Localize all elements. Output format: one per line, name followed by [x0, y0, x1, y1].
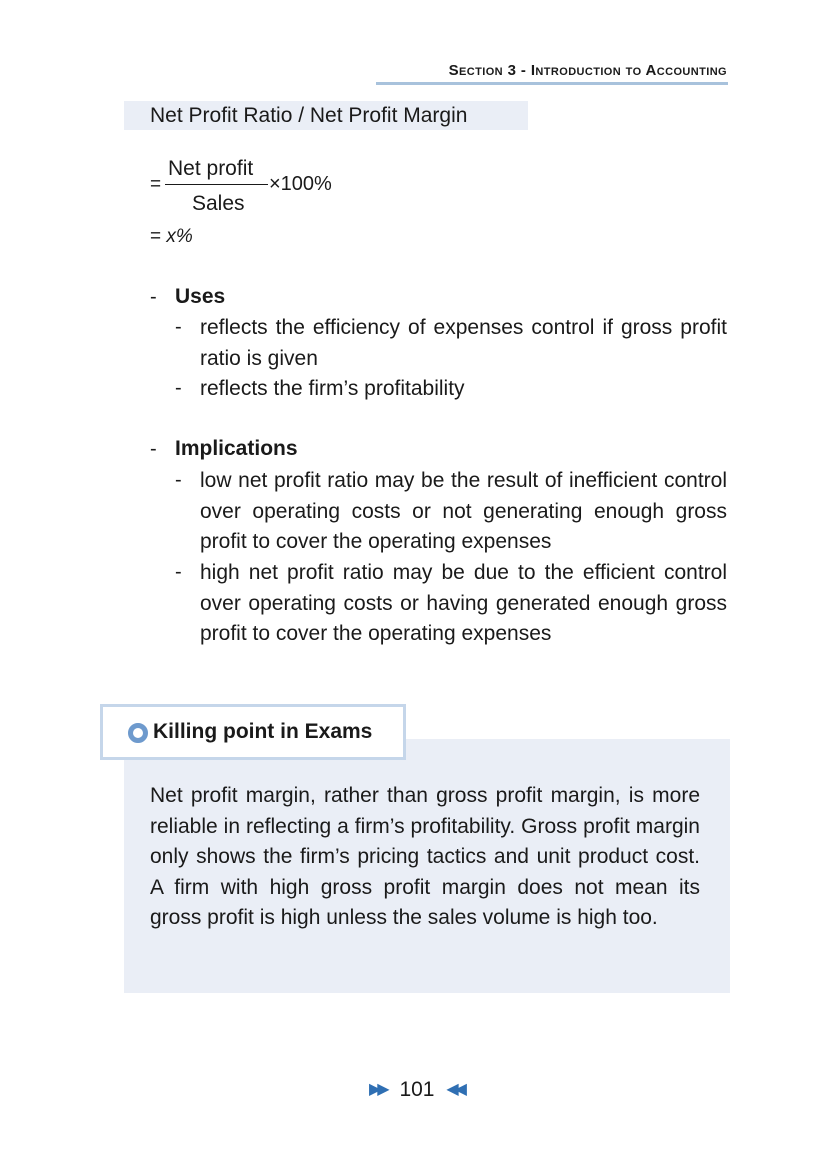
- formula-numerator: Net profit: [168, 157, 254, 180]
- header-rule: [376, 82, 728, 85]
- killing-point-title: Killing point in Exams: [153, 720, 373, 743]
- section-heading: Net Profit Ratio / Net Profit Margin: [150, 104, 468, 127]
- implications-item: high net profit ratio may be due to the efficient control over operating costs or having generated enough gross profit to cover the operating expenses: [200, 561, 727, 645]
- ring-bullet-icon: [128, 723, 148, 743]
- killing-point-body: Net profit margin, rather than gross profit margin, is more reliable in reflecting a firm’s profitability. Gross profit margin only shows the firm’s pricing tactics and unit product cost. A firm with high gross profit margin does not mean its gross profit is high unless the sales volume is high too.: [150, 784, 700, 929]
- implications-label: Implications: [175, 437, 298, 460]
- section-header: Section 3 - Introduction to Accounting: [448, 62, 727, 79]
- uses-item-dash: -: [175, 316, 182, 338]
- double-left-arrow-icon: ◀◀: [446, 1081, 463, 1098]
- formula-multiplier: ×100%: [269, 173, 332, 195]
- result-prefix: =: [150, 226, 167, 247]
- formula-denominator: Sales: [192, 192, 245, 215]
- page-footer: [369, 1078, 463, 1102]
- uses-dash: -: [150, 286, 157, 308]
- uses-label: Uses: [175, 285, 226, 308]
- implications-item-dash: -: [175, 561, 182, 583]
- formula-equals: =: [150, 174, 162, 195]
- result-value: x%: [166, 226, 193, 247]
- formula-result: [150, 226, 193, 248]
- implications-item: low net profit ratio may be the result of inefficient control over operating costs or not generating enough gross profit to cover the operating expenses: [200, 469, 727, 553]
- implications-item-dash: -: [175, 469, 182, 491]
- fraction-bar: [165, 184, 268, 185]
- uses-item: reflects the efficiency of expenses control if gross profit ratio is given: [200, 316, 727, 370]
- page-number: 101: [399, 1078, 435, 1101]
- implications-dash: -: [150, 438, 157, 460]
- double-right-arrow-icon: ▶▶: [369, 1081, 386, 1098]
- uses-item: reflects the firm’s profitability: [200, 377, 465, 400]
- uses-item-dash: -: [175, 377, 182, 399]
